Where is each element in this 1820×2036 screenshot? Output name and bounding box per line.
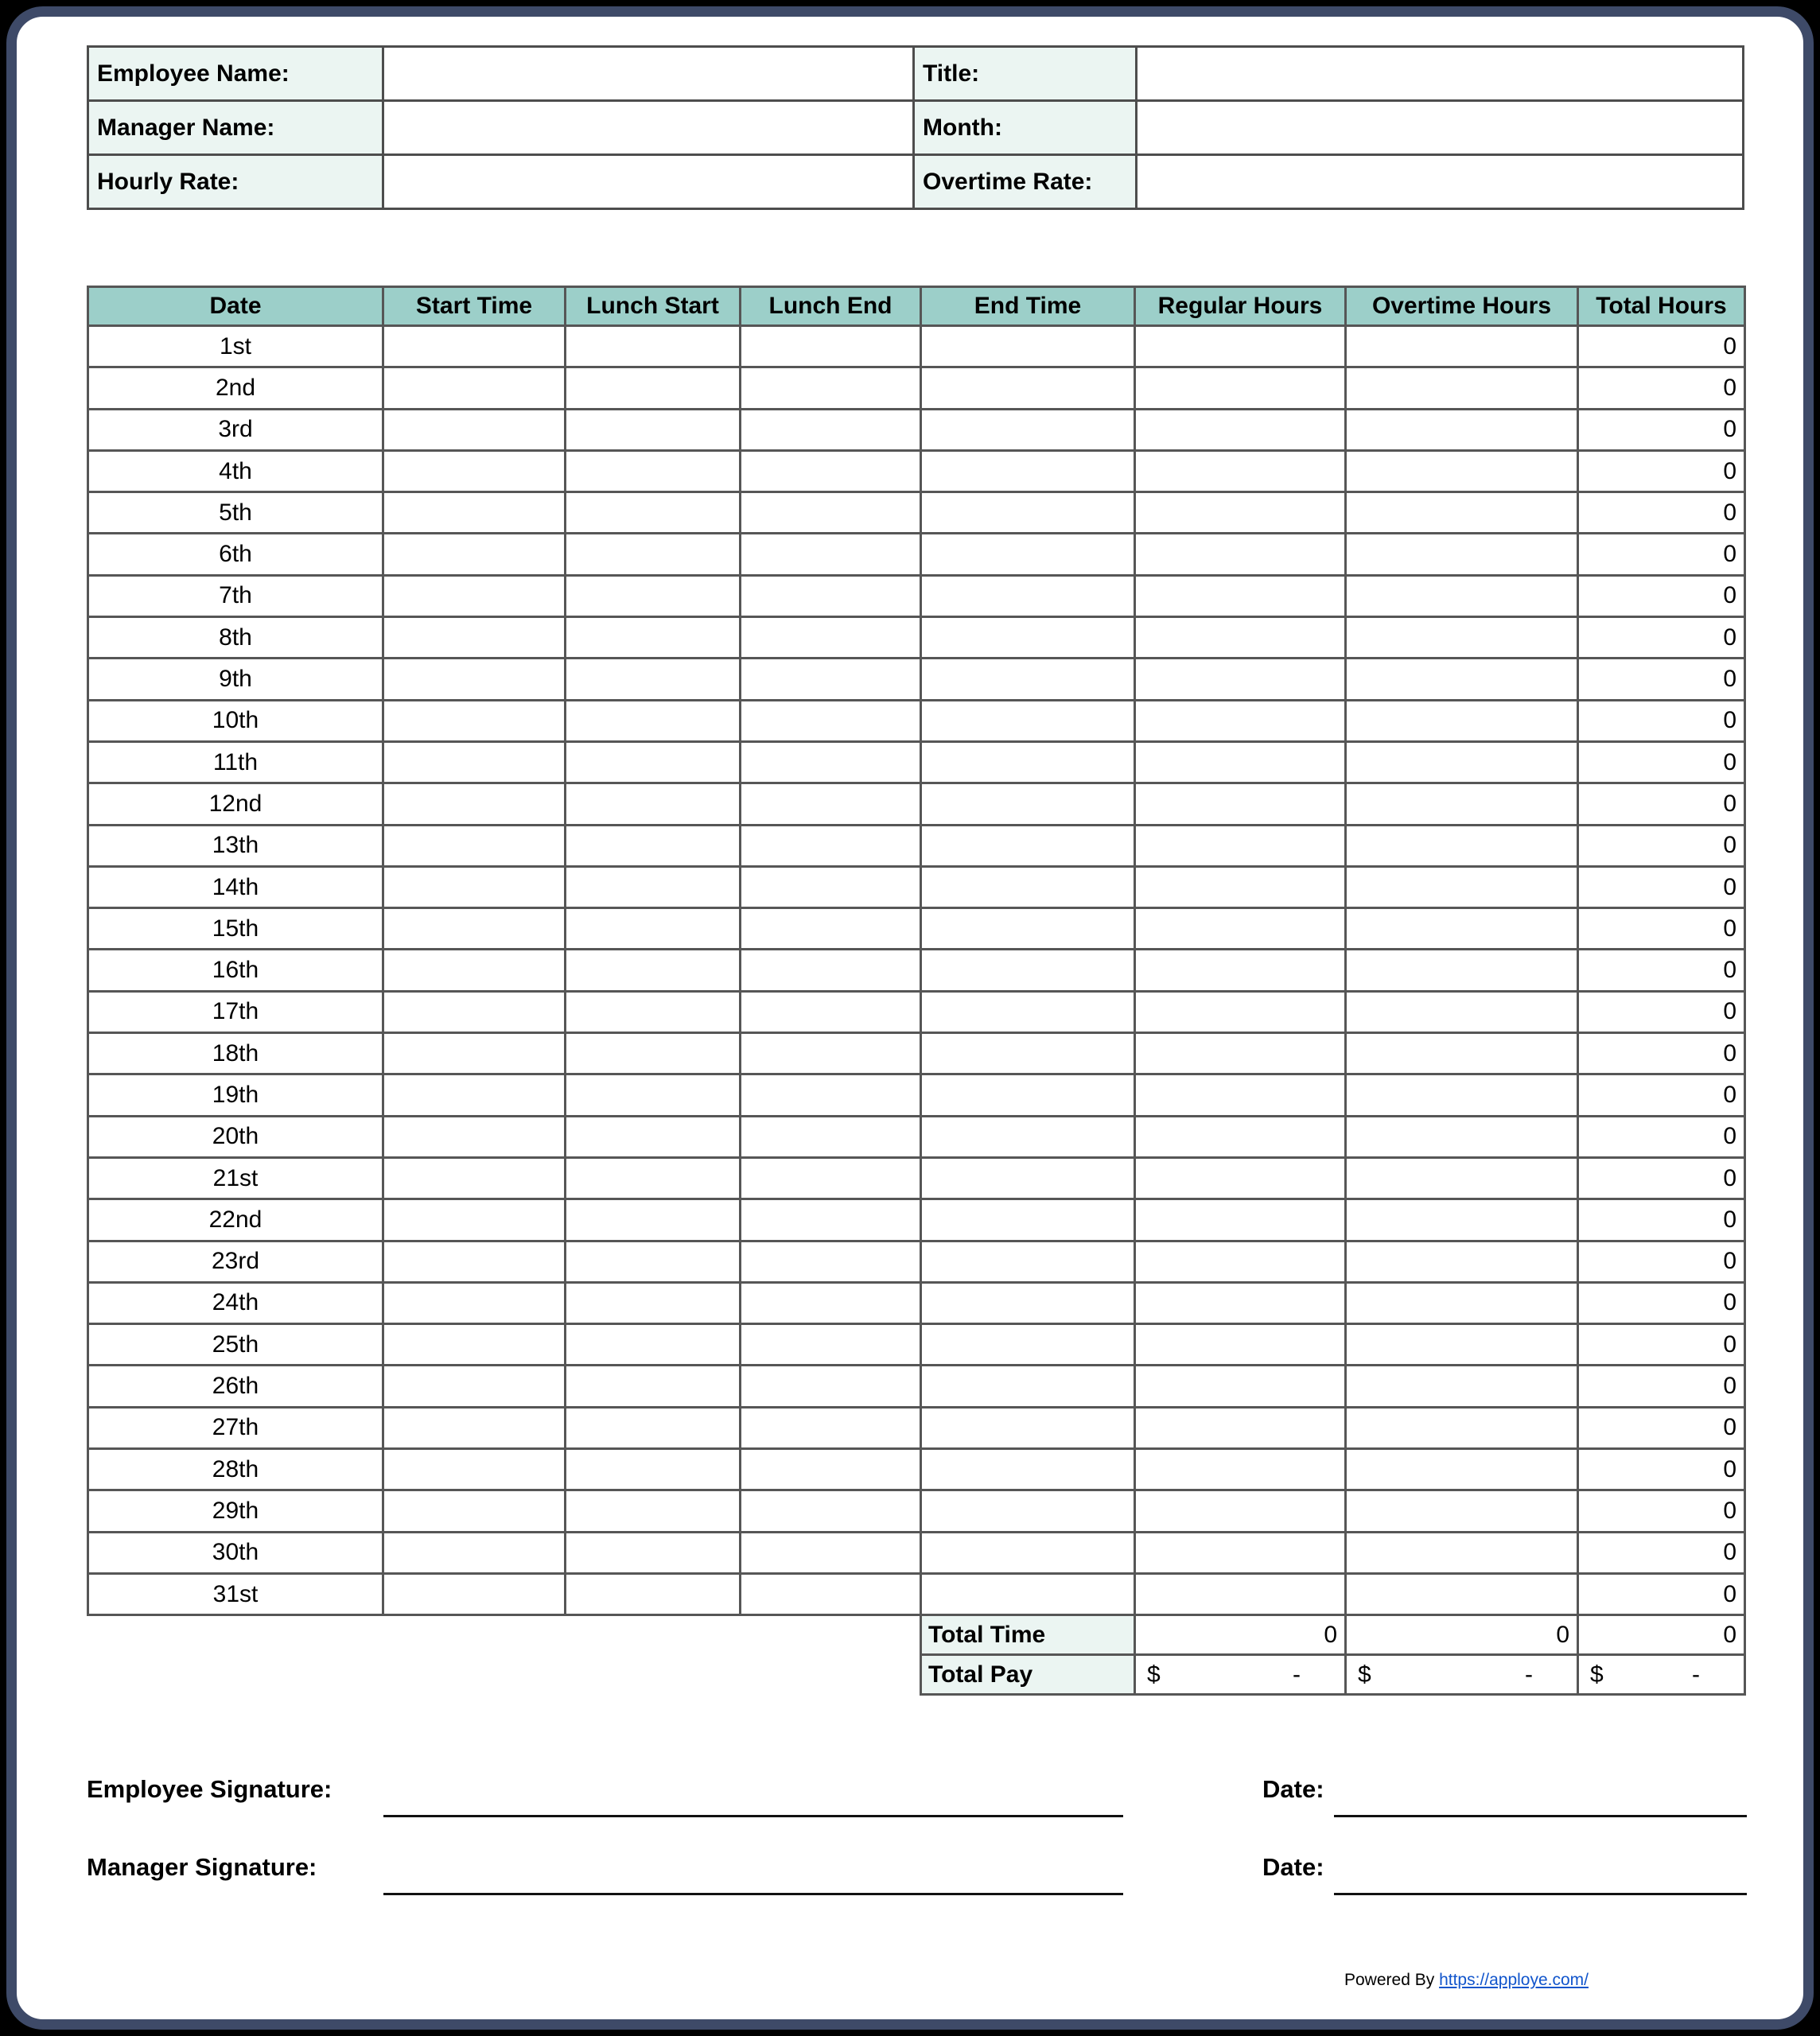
end-time-input-cell[interactable] xyxy=(922,1034,1136,1075)
end-time-input-cell[interactable] xyxy=(922,1533,1136,1575)
column-header-end-time: End Time xyxy=(922,288,1136,327)
regular-hours-input-cell[interactable] xyxy=(1136,701,1347,743)
date-cell: 6th xyxy=(89,534,384,576)
total-hours-value: 0 xyxy=(1579,493,1746,534)
total-hours-value: 0 xyxy=(1579,1075,1746,1117)
info-value-manager-name[interactable] xyxy=(384,102,915,156)
lunch-end-input-cell[interactable] xyxy=(741,826,922,868)
end-time-input-cell[interactable] xyxy=(922,701,1136,743)
end-time-input-cell[interactable] xyxy=(922,1159,1136,1200)
lunch-end-input-cell[interactable] xyxy=(741,452,922,493)
start-time-input-cell[interactable] xyxy=(384,1075,566,1117)
regular-hours-input-cell[interactable] xyxy=(1136,950,1347,992)
overtime-hours-input-cell[interactable] xyxy=(1347,1117,1579,1159)
regular-hours-input-cell[interactable] xyxy=(1136,1117,1347,1159)
date-cell: 30th xyxy=(89,1533,384,1575)
end-time-input-cell[interactable] xyxy=(922,868,1136,909)
info-label-title: Title: xyxy=(915,48,1138,102)
regular-hours-input-cell[interactable] xyxy=(1136,1034,1347,1075)
lunch-start-input-cell[interactable] xyxy=(566,868,741,909)
overtime-hours-input-cell[interactable] xyxy=(1347,1450,1579,1491)
lunch-end-input-cell[interactable] xyxy=(741,1575,922,1616)
lunch-end-input-cell[interactable] xyxy=(741,701,922,743)
total-hours-value: 0 xyxy=(1579,368,1746,410)
end-time-input-cell[interactable] xyxy=(922,784,1136,826)
total-hours-value: 0 xyxy=(1579,784,1746,826)
lunch-start-input-cell[interactable] xyxy=(566,701,741,743)
lunch-start-input-cell[interactable] xyxy=(566,577,741,618)
lunch-start-input-cell[interactable] xyxy=(566,327,741,368)
end-time-input-cell[interactable] xyxy=(922,1450,1136,1491)
date-cell: 17th xyxy=(89,993,384,1034)
date-cell: 20th xyxy=(89,1117,384,1159)
end-time-input-cell[interactable] xyxy=(922,1284,1136,1325)
info-value-employee-name[interactable] xyxy=(384,48,915,102)
overtime-hours-input-cell[interactable] xyxy=(1347,950,1579,992)
end-time-input-cell[interactable] xyxy=(922,1408,1136,1450)
total-hours-value: 0 xyxy=(1579,534,1746,576)
start-time-input-cell[interactable] xyxy=(384,826,566,868)
lunch-start-input-cell[interactable] xyxy=(566,950,741,992)
start-time-input-cell[interactable] xyxy=(384,1284,566,1325)
lunch-start-input-cell[interactable] xyxy=(566,1450,741,1491)
lunch-end-input-cell[interactable] xyxy=(741,1159,922,1200)
date-cell: 27th xyxy=(89,1408,384,1450)
end-time-input-cell[interactable] xyxy=(922,743,1136,784)
employee-signature-label: Employee Signature: xyxy=(87,1775,332,1803)
overtime-hours-input-cell[interactable] xyxy=(1347,1491,1579,1533)
total-hours-value: 0 xyxy=(1579,1117,1746,1159)
total-hours-value: 0 xyxy=(1579,868,1746,909)
date-cell: 24th xyxy=(89,1284,384,1325)
regular-hours-input-cell[interactable] xyxy=(1136,1575,1347,1616)
lunch-start-input-cell[interactable] xyxy=(566,826,741,868)
manager-signature-label: Manager Signature: xyxy=(87,1853,317,1881)
info-label-overtime-rate: Overtime Rate: xyxy=(915,156,1138,210)
start-time-input-cell[interactable] xyxy=(384,410,566,452)
overtime-hours-input-cell[interactable] xyxy=(1347,1159,1579,1200)
date-cell: 26th xyxy=(89,1366,384,1408)
date-cell: 22nd xyxy=(89,1200,384,1241)
regular-hours-input-cell[interactable] xyxy=(1136,993,1347,1034)
start-time-input-cell[interactable] xyxy=(384,618,566,659)
lunch-end-input-cell[interactable] xyxy=(741,368,922,410)
overtime-hours-input-cell[interactable] xyxy=(1347,368,1579,410)
end-time-input-cell[interactable] xyxy=(922,1200,1136,1241)
regular-hours-input-cell[interactable] xyxy=(1136,1450,1347,1491)
overtime-hours-input-cell[interactable] xyxy=(1347,327,1579,368)
date-cell: 4th xyxy=(89,452,384,493)
lunch-start-input-cell[interactable] xyxy=(566,1491,741,1533)
end-time-input-cell[interactable] xyxy=(922,826,1136,868)
total-hours-value: 0 xyxy=(1579,743,1746,784)
column-header-lunch-end: Lunch End xyxy=(741,288,922,327)
overtime-hours-input-cell[interactable] xyxy=(1347,493,1579,534)
date-cell: 31st xyxy=(89,1575,384,1616)
lunch-start-input-cell[interactable] xyxy=(566,1034,741,1075)
start-time-input-cell[interactable] xyxy=(384,1366,566,1408)
end-time-input-cell[interactable] xyxy=(922,1075,1136,1117)
lunch-start-input-cell[interactable] xyxy=(566,1075,741,1117)
currency-symbol: $ xyxy=(1590,1661,1604,1688)
date-cell: 9th xyxy=(89,659,384,701)
end-time-input-cell[interactable] xyxy=(922,909,1136,950)
overtime-hours-input-cell[interactable] xyxy=(1347,452,1579,493)
lunch-end-input-cell[interactable] xyxy=(741,493,922,534)
date-cell: 16th xyxy=(89,950,384,992)
manager-date-line[interactable] xyxy=(1334,1893,1747,1895)
start-time-input-cell[interactable] xyxy=(384,1533,566,1575)
lunch-end-input-cell[interactable] xyxy=(741,534,922,576)
column-header-total-hours: Total Hours xyxy=(1579,288,1746,327)
powered-by-text: Powered By xyxy=(1344,1971,1435,1989)
date-cell: 14th xyxy=(89,868,384,909)
regular-hours-input-cell[interactable] xyxy=(1136,1075,1347,1117)
column-header-regular-hours: Regular Hours xyxy=(1136,288,1347,327)
regular-hours-input-cell[interactable] xyxy=(1136,327,1347,368)
start-time-input-cell[interactable] xyxy=(384,701,566,743)
total-hours-value: 0 xyxy=(1579,410,1746,452)
start-time-input-cell[interactable] xyxy=(384,1034,566,1075)
manager-signature-line[interactable] xyxy=(383,1893,1123,1895)
info-block xyxy=(87,45,1744,210)
regular-hours-input-cell[interactable] xyxy=(1136,868,1347,909)
total-hours-value: 0 xyxy=(1579,909,1746,950)
overtime-hours-input-cell[interactable] xyxy=(1347,1325,1579,1366)
overtime-hours-input-cell[interactable] xyxy=(1347,534,1579,576)
info-value-hourly-rate[interactable] xyxy=(384,156,915,210)
end-time-input-cell[interactable] xyxy=(922,993,1136,1034)
end-time-input-cell[interactable] xyxy=(922,577,1136,618)
overtime-hours-input-cell[interactable] xyxy=(1347,577,1579,618)
lunch-end-input-cell[interactable] xyxy=(741,659,922,701)
start-time-input-cell[interactable] xyxy=(384,1325,566,1366)
lunch-end-input-cell[interactable] xyxy=(741,1366,922,1408)
end-time-input-cell[interactable] xyxy=(922,950,1136,992)
lunch-end-input-cell[interactable] xyxy=(741,1075,922,1117)
employee-date-label: Date: xyxy=(1262,1775,1324,1803)
overtime-hours-input-cell[interactable] xyxy=(1347,743,1579,784)
start-time-input-cell[interactable] xyxy=(384,493,566,534)
total-hours-value: 0 xyxy=(1579,993,1746,1034)
end-time-input-cell[interactable] xyxy=(922,1575,1136,1616)
lunch-end-input-cell[interactable] xyxy=(741,993,922,1034)
total-hours-value: 0 xyxy=(1579,1366,1746,1408)
date-cell: 18th xyxy=(89,1034,384,1075)
currency-symbol: $ xyxy=(1358,1661,1371,1688)
total-time-regular-value: 0 xyxy=(1136,1616,1347,1656)
total-time-label: Total Time xyxy=(922,1616,1136,1656)
total-hours-value: 0 xyxy=(1579,950,1746,992)
overtime-hours-input-cell[interactable] xyxy=(1347,618,1579,659)
regular-hours-input-cell[interactable] xyxy=(1136,1408,1347,1450)
overtime-hours-input-cell[interactable] xyxy=(1347,993,1579,1034)
lunch-end-input-cell[interactable] xyxy=(741,868,922,909)
start-time-input-cell[interactable] xyxy=(384,1491,566,1533)
total-hours-value: 0 xyxy=(1579,1408,1746,1450)
timesheet-table xyxy=(87,286,1746,1616)
overtime-hours-input-cell[interactable] xyxy=(1347,701,1579,743)
start-time-input-cell[interactable] xyxy=(384,1575,566,1616)
regular-hours-input-cell[interactable] xyxy=(1136,1366,1347,1408)
lunch-end-input-cell[interactable] xyxy=(741,1034,922,1075)
regular-hours-input-cell[interactable] xyxy=(1136,659,1347,701)
lunch-end-input-cell[interactable] xyxy=(741,577,922,618)
lunch-start-input-cell[interactable] xyxy=(566,1408,741,1450)
end-time-input-cell[interactable] xyxy=(922,534,1136,576)
total-hours-value: 0 xyxy=(1579,1450,1746,1491)
end-time-input-cell[interactable] xyxy=(922,1117,1136,1159)
lunch-start-input-cell[interactable] xyxy=(566,1366,741,1408)
total-pay-value-0 xyxy=(1136,1656,1347,1696)
total-hours-value: 0 xyxy=(1579,1284,1746,1325)
regular-hours-input-cell[interactable] xyxy=(1136,1284,1347,1325)
total-hours-value: 0 xyxy=(1579,659,1746,701)
lunch-start-input-cell[interactable] xyxy=(566,493,741,534)
column-header-overtime-hours: Overtime Hours xyxy=(1347,288,1579,327)
end-time-input-cell[interactable] xyxy=(922,1242,1136,1284)
overtime-hours-input-cell[interactable] xyxy=(1347,1366,1579,1408)
start-time-input-cell[interactable] xyxy=(384,993,566,1034)
start-time-input-cell[interactable] xyxy=(384,868,566,909)
column-header-date: Date xyxy=(89,288,384,327)
lunch-start-input-cell[interactable] xyxy=(566,1325,741,1366)
info-value-overtime-rate[interactable] xyxy=(1138,156,1744,210)
date-cell: 7th xyxy=(89,577,384,618)
lunch-start-input-cell[interactable] xyxy=(566,784,741,826)
total-time-overtime-value: 0 xyxy=(1347,1616,1579,1656)
regular-hours-input-cell[interactable] xyxy=(1136,493,1347,534)
total-hours-value: 0 xyxy=(1579,618,1746,659)
regular-hours-input-cell[interactable] xyxy=(1136,1325,1347,1366)
start-time-input-cell[interactable] xyxy=(384,1159,566,1200)
overtime-hours-input-cell[interactable] xyxy=(1347,1533,1579,1575)
date-cell: 12nd xyxy=(89,784,384,826)
column-header-lunch-start: Lunch Start xyxy=(566,288,741,327)
date-cell: 13th xyxy=(89,826,384,868)
regular-hours-input-cell[interactable] xyxy=(1136,784,1347,826)
lunch-end-input-cell[interactable] xyxy=(741,1533,922,1575)
info-value-month[interactable] xyxy=(1138,102,1744,156)
start-time-input-cell[interactable] xyxy=(384,1200,566,1241)
date-cell: 29th xyxy=(89,1491,384,1533)
total-hours-value: 0 xyxy=(1579,1200,1746,1241)
lunch-start-input-cell[interactable] xyxy=(566,1533,741,1575)
totals-block xyxy=(920,1616,1746,1696)
overtime-hours-input-cell[interactable] xyxy=(1347,1284,1579,1325)
date-cell: 5th xyxy=(89,493,384,534)
regular-hours-input-cell[interactable] xyxy=(1136,1159,1347,1200)
regular-hours-input-cell[interactable] xyxy=(1136,618,1347,659)
total-hours-value: 0 xyxy=(1579,1325,1746,1366)
overtime-hours-input-cell[interactable] xyxy=(1347,868,1579,909)
lunch-end-input-cell[interactable] xyxy=(741,1284,922,1325)
total-hours-value: 0 xyxy=(1579,452,1746,493)
lunch-end-input-cell[interactable] xyxy=(741,743,922,784)
overtime-hours-input-cell[interactable] xyxy=(1347,826,1579,868)
date-cell: 2nd xyxy=(89,368,384,410)
start-time-input-cell[interactable] xyxy=(384,1408,566,1450)
start-time-input-cell[interactable] xyxy=(384,327,566,368)
total-hours-value: 0 xyxy=(1579,1034,1746,1075)
lunch-end-input-cell[interactable] xyxy=(741,784,922,826)
lunch-start-input-cell[interactable] xyxy=(566,659,741,701)
regular-hours-input-cell[interactable] xyxy=(1136,452,1347,493)
lunch-start-input-cell[interactable] xyxy=(566,743,741,784)
lunch-start-input-cell[interactable] xyxy=(566,1575,741,1616)
regular-hours-input-cell[interactable] xyxy=(1136,410,1347,452)
info-label-hourly-rate: Hourly Rate: xyxy=(89,156,384,210)
lunch-end-input-cell[interactable] xyxy=(741,950,922,992)
lunch-end-input-cell[interactable] xyxy=(741,1200,922,1241)
total-hours-value: 0 xyxy=(1579,1159,1746,1200)
total-hours-value: 0 xyxy=(1579,327,1746,368)
lunch-end-input-cell[interactable] xyxy=(741,1450,922,1491)
total-hours-value: 0 xyxy=(1579,1491,1746,1533)
employee-date-line[interactable] xyxy=(1334,1815,1747,1817)
start-time-input-cell[interactable] xyxy=(384,534,566,576)
start-time-input-cell[interactable] xyxy=(384,1242,566,1284)
overtime-hours-input-cell[interactable] xyxy=(1347,1200,1579,1241)
overtime-hours-input-cell[interactable] xyxy=(1347,1575,1579,1616)
employee-signature-line[interactable] xyxy=(383,1815,1123,1817)
overtime-hours-input-cell[interactable] xyxy=(1347,784,1579,826)
overtime-hours-input-cell[interactable] xyxy=(1347,1242,1579,1284)
start-time-input-cell[interactable] xyxy=(384,784,566,826)
end-time-input-cell[interactable] xyxy=(922,327,1136,368)
regular-hours-input-cell[interactable] xyxy=(1136,826,1347,868)
regular-hours-input-cell[interactable] xyxy=(1136,909,1347,950)
regular-hours-input-cell[interactable] xyxy=(1136,1242,1347,1284)
footer xyxy=(1344,1971,1589,1990)
lunch-end-input-cell[interactable] xyxy=(741,909,922,950)
overtime-hours-input-cell[interactable] xyxy=(1347,909,1579,950)
info-label-month: Month: xyxy=(915,102,1138,156)
lunch-start-input-cell[interactable] xyxy=(566,1242,741,1284)
overtime-hours-input-cell[interactable] xyxy=(1347,659,1579,701)
start-time-input-cell[interactable] xyxy=(384,950,566,992)
lunch-start-input-cell[interactable] xyxy=(566,1159,741,1200)
start-time-input-cell[interactable] xyxy=(384,452,566,493)
total-hours-value: 0 xyxy=(1579,1242,1746,1284)
lunch-end-input-cell[interactable] xyxy=(741,1491,922,1533)
start-time-input-cell[interactable] xyxy=(384,577,566,618)
date-cell: 25th xyxy=(89,1325,384,1366)
start-time-input-cell[interactable] xyxy=(384,1450,566,1491)
date-cell: 19th xyxy=(89,1075,384,1117)
date-cell: 21st xyxy=(89,1159,384,1200)
date-cell: 28th xyxy=(89,1450,384,1491)
total-hours-value: 0 xyxy=(1579,577,1746,618)
manager-date-label: Date: xyxy=(1262,1853,1324,1881)
date-cell: 8th xyxy=(89,618,384,659)
regular-hours-input-cell[interactable] xyxy=(1136,534,1347,576)
start-time-input-cell[interactable] xyxy=(384,909,566,950)
lunch-start-input-cell[interactable] xyxy=(566,993,741,1034)
info-value-title[interactable] xyxy=(1138,48,1744,102)
regular-hours-input-cell[interactable] xyxy=(1136,743,1347,784)
start-time-input-cell[interactable] xyxy=(384,659,566,701)
date-cell: 10th xyxy=(89,701,384,743)
regular-hours-input-cell[interactable] xyxy=(1136,1200,1347,1241)
lunch-start-input-cell[interactable] xyxy=(566,1117,741,1159)
end-time-input-cell[interactable] xyxy=(922,410,1136,452)
end-time-input-cell[interactable] xyxy=(922,618,1136,659)
total-time-total-value: 0 xyxy=(1579,1616,1746,1656)
regular-hours-input-cell[interactable] xyxy=(1136,1533,1347,1575)
regular-hours-input-cell[interactable] xyxy=(1136,1491,1347,1533)
total-hours-value: 0 xyxy=(1579,1575,1746,1616)
date-cell: 11th xyxy=(89,743,384,784)
end-time-input-cell[interactable] xyxy=(922,659,1136,701)
lunch-end-input-cell[interactable] xyxy=(741,410,922,452)
lunch-start-input-cell[interactable] xyxy=(566,1200,741,1241)
end-time-input-cell[interactable] xyxy=(922,452,1136,493)
lunch-start-input-cell[interactable] xyxy=(566,534,741,576)
total-pay-label: Total Pay xyxy=(922,1656,1136,1696)
lunch-end-input-cell[interactable] xyxy=(741,1242,922,1284)
start-time-input-cell[interactable] xyxy=(384,1117,566,1159)
lunch-end-input-cell[interactable] xyxy=(741,327,922,368)
lunch-start-input-cell[interactable] xyxy=(566,368,741,410)
column-header-start-time: Start Time xyxy=(384,288,566,327)
total-pay-value-2 xyxy=(1579,1656,1746,1696)
date-cell: 23rd xyxy=(89,1242,384,1284)
lunch-end-input-cell[interactable] xyxy=(741,1117,922,1159)
lunch-start-input-cell[interactable] xyxy=(566,410,741,452)
info-label-manager-name: Manager Name: xyxy=(89,102,384,156)
lunch-start-input-cell[interactable] xyxy=(566,452,741,493)
end-time-input-cell[interactable] xyxy=(922,1366,1136,1408)
overtime-hours-input-cell[interactable] xyxy=(1347,1075,1579,1117)
end-time-input-cell[interactable] xyxy=(922,493,1136,534)
total-hours-value: 0 xyxy=(1579,1533,1746,1575)
pay-amount: - xyxy=(1293,1661,1301,1688)
total-hours-value: 0 xyxy=(1579,826,1746,868)
start-time-input-cell[interactable] xyxy=(384,368,566,410)
start-time-input-cell[interactable] xyxy=(384,743,566,784)
pay-amount: - xyxy=(1692,1661,1700,1688)
pay-amount: - xyxy=(1525,1661,1533,1688)
end-time-input-cell[interactable] xyxy=(922,1491,1136,1533)
overtime-hours-input-cell[interactable] xyxy=(1347,410,1579,452)
lunch-end-input-cell[interactable] xyxy=(741,1408,922,1450)
date-cell: 1st xyxy=(89,327,384,368)
apploye-link[interactable]: https://apploye.com/ xyxy=(1439,1971,1589,1989)
lunch-start-input-cell[interactable] xyxy=(566,909,741,950)
end-time-input-cell[interactable] xyxy=(922,368,1136,410)
total-pay-value-1 xyxy=(1347,1656,1579,1696)
info-label-employee-name: Employee Name: xyxy=(89,48,384,102)
lunch-start-input-cell[interactable] xyxy=(566,1284,741,1325)
end-time-input-cell[interactable] xyxy=(922,1325,1136,1366)
currency-symbol: $ xyxy=(1147,1661,1161,1688)
lunch-end-input-cell[interactable] xyxy=(741,1325,922,1366)
overtime-hours-input-cell[interactable] xyxy=(1347,1408,1579,1450)
regular-hours-input-cell[interactable] xyxy=(1136,577,1347,618)
overtime-hours-input-cell[interactable] xyxy=(1347,1034,1579,1075)
date-cell: 15th xyxy=(89,909,384,950)
date-cell: 3rd xyxy=(89,410,384,452)
lunch-end-input-cell[interactable] xyxy=(741,618,922,659)
lunch-start-input-cell[interactable] xyxy=(566,618,741,659)
regular-hours-input-cell[interactable] xyxy=(1136,368,1347,410)
total-hours-value: 0 xyxy=(1579,701,1746,743)
